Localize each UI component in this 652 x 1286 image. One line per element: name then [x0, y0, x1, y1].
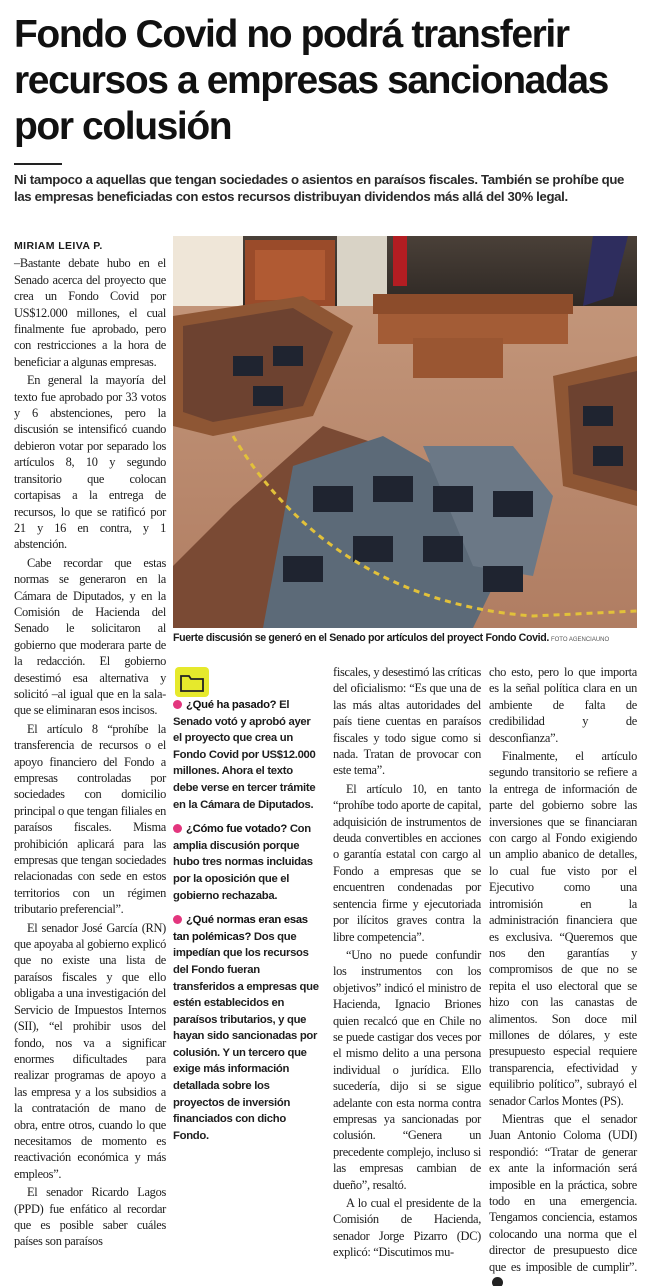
- caption-text: Fuerte discusión se generó en el Senado por artículos del proyect Fondo Covid.: [173, 632, 549, 644]
- end-mark-icon: [492, 1277, 503, 1286]
- qa-answer: Con amplia discusión porque hubo tres normas incluidas por la oposición que el gobierno rechazaba.: [173, 823, 313, 902]
- column-4: [489, 664, 637, 1286]
- paragraph: fiscales, y desestimó las críticas del oficialismo: “Es que una de las más altas autoridades del país tiene cuentas en paraísos fiscales y todo sigue como si nada. Tratan de provocar con este tema”.: [333, 665, 481, 778]
- photo-caption: [173, 632, 639, 644]
- paragraph: Finalmente, el artículo segundo transitorio se refiere a la entrega de información de parte del gobierno sobre las inversiones que se financiaran con cargo al Fondo exigiendo un amplio abanico de detalles, lo cual fue visto por el Ejecutivo como una intromisión en la administración financiera que es exclusiva. “Queremos que nos den garantías y compromisos de que no se repita el uso electoral que se hizo con las canastas de alimentos. Son doce mil millones de dólares, y este presupuesto especial requiere transparencia, efectividad y equilibrio político”, subrayó el senador Carlos Montes (PS).: [489, 749, 637, 1108]
- paragraph: “Uno no puede confundir los instrumentos con los objetivos” indicó el ministro de Hacienda, Ignacio Briones quien recalcó que en Chile no se puede castigar dos veces por el mismo delito a una persona individual o jurídica. Ello sucedería, dijo si se sigue adelante con esta norma contra empresas ya sancionadas por colusión. “Genera un precedente complejo, incluso si las empresas cambian de dueño”, resaltó.: [333, 947, 481, 1192]
- bullet-icon: [173, 700, 182, 709]
- byline: MIRIAM LEIVA P.: [14, 240, 103, 252]
- paragraph: El senador Ricardo Lagos (PPD) fue enfático al recordar que es posible saber cuáles países son paraísos: [14, 1185, 166, 1249]
- paragraph: El senador José García (RN) que apoyaba al gobierno explicó que no existe una lista de paraísos fiscales y que ello obligaba a una investigación del Servicio de Impuestos Internos (SII), “el prohibir usos del fondo, nos va a significar enormes dificultades para realizar programas de apoyo a las empresa y a los subsidios a la contratación de mano de obra, entre otros, cuando lo que necesitamos de momento es reactivación económica y más empleos”.: [14, 920, 166, 1181]
- qa-item: [173, 697, 319, 813]
- column-1: [14, 238, 166, 1252]
- senate-photo: [173, 236, 637, 628]
- bullet-icon: [173, 915, 182, 924]
- column-3: [333, 664, 481, 1263]
- paragraph: Cabe recordar que estas normas se generaron en la Cámara de Diputados, y en la Comisión de Hacienda del Senado le solicitaron al gobierno que moderara parte de la redacción. El gobierno desestimó esa alternativa y solicitó –al igual que en la sala- que se eliminaran esos incisos.: [14, 555, 166, 718]
- qa-item: [173, 912, 319, 1144]
- deck: Ni tampoco a aquellas que tengan sociedades o asientos en paraísos fiscales. También se prohíbe que las empresas beneficiadas con estos recursos distribuyan dividendos más allá del 30% legal.: [14, 172, 625, 204]
- senate-chamber-illustration: [173, 236, 637, 628]
- qa-question: ¿Qué normas eran esas tan polémicas?: [173, 914, 308, 943]
- headline: Fondo Covid no podrá transferir recursos a empresas sancionadas por colusión: [14, 13, 608, 148]
- paragraph: El artículo 8 “prohíbe la transferencia de recursos o el apoyo financiero del Fondo a empresas controladas por sociedades con domicilio principal o que tengan filiales en paraísos fiscales. Misma prohibición aplicará para las empresas que tengan sociedades relacionadas con sede en estos territorios con un régimen tributario preferencial”.: [14, 721, 166, 917]
- qa-answer: Dos que impedían que los recursos del Fondo fueran transferidos a empresas que estén establecidos en paraísos tributarios, y que hayan sido sancionadas por colusión. Y un tercero que exige más información detallada sobre los proyectos de inversión financiados con dicho Fondo.: [173, 930, 319, 1142]
- paragraph: cho esto, pero lo que importa es la señal política clara en un ambiente de falta de credibilidad y de desconfianza”.: [489, 665, 637, 745]
- paragraph: –Bastante debate hubo en el Senado acerca del proyecto que crea un Fondo Covid por US$12.000 millones, el cual finalmente fue aprobado, pero con restricciones a la hora de beneficiar a algunas empresas.: [14, 256, 166, 369]
- qa-item: [173, 821, 319, 904]
- paragraph: El artículo 10, en tanto “prohíbe todo aporte de capital, adquisición de instrumentos de deuda convertibles en acciones o garantía estatal con cargo al Fondo a empresas que se encuentren condenadas por sentencia firme y ejecutoriada por ilícitos graves contra la libre competencia”.: [333, 781, 481, 944]
- bullet-icon: [173, 824, 182, 833]
- qa-question: ¿Cómo fue votado?: [186, 823, 287, 836]
- folder-icon-glyph: [175, 667, 209, 697]
- photo-credit: FOTO AGENCIAUNO: [550, 637, 610, 643]
- paragraph: [489, 1111, 637, 1286]
- folder-icon: [175, 667, 209, 697]
- paragraph-text: Mientras que el senador Juan Antonio Coloma (UDI) respondió: “Tratar de generar ex ante la información será imposible en la práctica, sobre todo en una emergencia. Tengamos conciencia, estamos colocando una norma que el director de presupuesto dice que es imposible de cumplir”.: [489, 1111, 637, 1274]
- qa-box: [173, 697, 319, 1152]
- qa-answer: El Senado votó y aprobó ayer el proyecto que crea un Fondo Covid por US$12.000 millones. Ahora el texto debe verse en tercer trámite en la Cámara de Diputados.: [173, 699, 316, 811]
- paragraph: En general la mayoría del texto fue aprobado por 33 votos y 6 abstenciones, pero la discusión se intensificó cuando debieron votar por separado los artículos 8, 10 y segundo transitorio que colocan cortapisas a la entrega de recursos, lo que se ratificó por 21 y 16 en contra, y 1 abstención.: [14, 373, 166, 552]
- deck-rule: [14, 163, 62, 165]
- paragraph: A lo cual el presidente de la Comisión de Hacienda, senador Jorge Pizarro (DC) explicó: “Discutimos mu-: [333, 1196, 481, 1260]
- qa-question: ¿Qué ha pasado?: [186, 699, 277, 711]
